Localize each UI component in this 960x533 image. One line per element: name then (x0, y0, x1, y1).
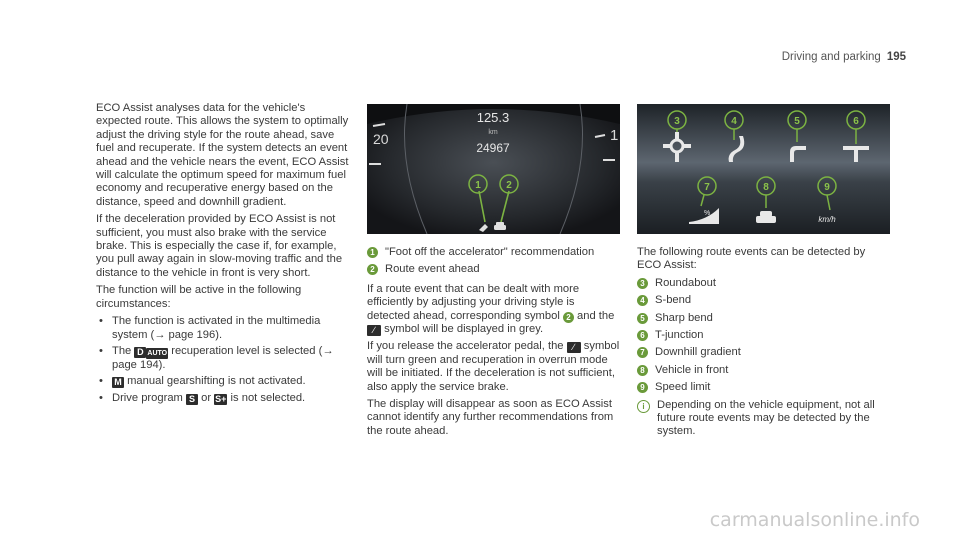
callout-3: 3 (674, 116, 680, 127)
paragraph-events-intro: The following route events can be detected by ECO Assist: (637, 246, 866, 272)
conditions-list (96, 315, 351, 405)
callout-9: 9 (824, 182, 830, 193)
legend-text: S-bend (655, 294, 692, 307)
text-run: If a route event that can be dealt with more efficiently by adjusting your driving style is detected ahead, corresponding symbol (367, 282, 580, 322)
legend-text: Roundabout (655, 276, 716, 289)
legend-text: "Foot off the accelerator" recommendation (385, 246, 595, 258)
text-run: symbol will be displayed in grey. (384, 323, 544, 336)
legend-text: T-junction (655, 329, 704, 342)
list-item (96, 345, 351, 372)
callout-number-icon: 9 (637, 382, 648, 393)
cluster-illustration (367, 104, 620, 234)
watermark: carmanualsonline.info (709, 508, 920, 531)
legend-text: Speed limit (655, 381, 711, 394)
callout-1: 1 (475, 180, 481, 191)
callout-number-icon: 6 (637, 330, 648, 341)
drive-program-s-icon: S (186, 394, 198, 405)
legend-text: Route event ahead (385, 263, 480, 276)
distance-unit: km (488, 129, 498, 136)
column-middle (367, 246, 620, 442)
callout-number-icon: 1 (367, 247, 378, 258)
legend-item (637, 329, 892, 342)
info-note (637, 399, 892, 439)
page-header (782, 51, 906, 64)
legend-item (367, 246, 620, 259)
paragraph-display-disappear: The display will disappear as soon as ECO Assist cannot identify any further recommendations from the route ahead. (367, 398, 614, 437)
legend-text: Downhill gradient (655, 346, 741, 359)
route-events-illustration (637, 104, 890, 234)
text-run: symbol will turn green and recuperation in overrun mode will be initiated. If the deceleration is not sufficient, also apply the service brake. (367, 340, 620, 393)
callout-7: 7 (704, 182, 710, 193)
list-item-text: The function is activated in the multimedia system (→ page 196). (112, 315, 321, 341)
odometer: 24967 (476, 141, 510, 155)
legend-item (367, 263, 620, 276)
legend-item (637, 277, 892, 290)
paragraph-circumstances: The function will be active in the following circumstances: (96, 284, 302, 310)
callout-2: 2 (506, 180, 512, 191)
column-right (637, 246, 892, 443)
trip-distance: 125.3 (476, 110, 510, 125)
callout-number-icon: 8 (637, 365, 648, 376)
instrument-cluster-image (367, 104, 620, 234)
info-icon: i (637, 400, 650, 413)
column-left (96, 102, 351, 408)
auto-key-icon: AUTO (147, 349, 168, 357)
gauge-right-value: 1 (610, 127, 619, 144)
section-title: Driving and parking (781, 51, 881, 63)
text-run: If you release the accelerator pedal, the (367, 340, 564, 353)
callout-number-icon: 2 (563, 312, 574, 323)
callout-number-icon: 4 (637, 295, 648, 306)
text-run: and the (577, 309, 615, 322)
note-text: Depending on the vehicle equipment, not all future route events may be detected by the system. (657, 398, 875, 438)
callout-5: 5 (794, 116, 800, 127)
speed-limit-label: km/h (818, 215, 836, 224)
list-item-text: is not selected. (230, 391, 306, 404)
callout-number-icon: 5 (637, 313, 648, 324)
list-item-text: or (201, 391, 212, 404)
paragraph-route-event (367, 283, 620, 337)
list-item-text: recuperation level is selected (→ page 194). (112, 344, 334, 371)
legend-item (637, 364, 892, 377)
list-item-text: manual gearshifting is not activated. (127, 375, 306, 388)
list-item-text: The (112, 344, 132, 357)
legend-item (637, 381, 892, 394)
legend-text: Sharp bend (655, 311, 713, 324)
paragraph-release-pedal (367, 340, 620, 394)
callout-number-icon: 7 (637, 347, 648, 358)
list-item (96, 392, 351, 405)
callout-number-icon: 3 (637, 278, 648, 289)
manual-m-key-icon: M (112, 377, 124, 388)
legend-item (637, 312, 892, 325)
foot-off-accelerator-icon: ∕ (367, 325, 381, 336)
list-item (96, 375, 351, 388)
legend-text: Vehicle in front (655, 363, 729, 376)
list-item-text: Drive program (112, 391, 183, 404)
drive-program-s-plus-icon: S+ (215, 393, 227, 404)
callout-4: 4 (731, 116, 737, 127)
foot-off-accelerator-icon: ∕ (567, 342, 581, 353)
page-number: 195 (886, 51, 906, 63)
gauge-left-value: 20 (373, 131, 389, 147)
paragraph-deceleration: If the deceleration provided by ECO Assist is not sufficient, you must also brake with the service brake. This is especially the case if, for example, you pull away again in slow-moving traffic and the distance to the vehicle in front is very short. (96, 213, 343, 279)
gradient-percent-label: % (704, 210, 711, 217)
drive-d-key-icon: D (134, 347, 146, 358)
legend-item (637, 294, 892, 307)
callout-8: 8 (763, 182, 769, 193)
callout-6: 6 (853, 116, 859, 127)
list-item (96, 315, 351, 342)
callout-number-icon: 2 (367, 264, 378, 275)
legend-item (637, 346, 892, 359)
paragraph-intro: ECO Assist analyses data for the vehicle's expected route. This allows the system to optimally adjust the driving style for the route ahead, save fuel and recuperate. If the system detects an event ahead and the vehicle nears the event, ECO Assist will calculate the optimum speed for maximum fuel economy and recuperative energy based on the distance, speed and downhill gradient. (96, 102, 349, 208)
route-events-image (637, 104, 890, 234)
